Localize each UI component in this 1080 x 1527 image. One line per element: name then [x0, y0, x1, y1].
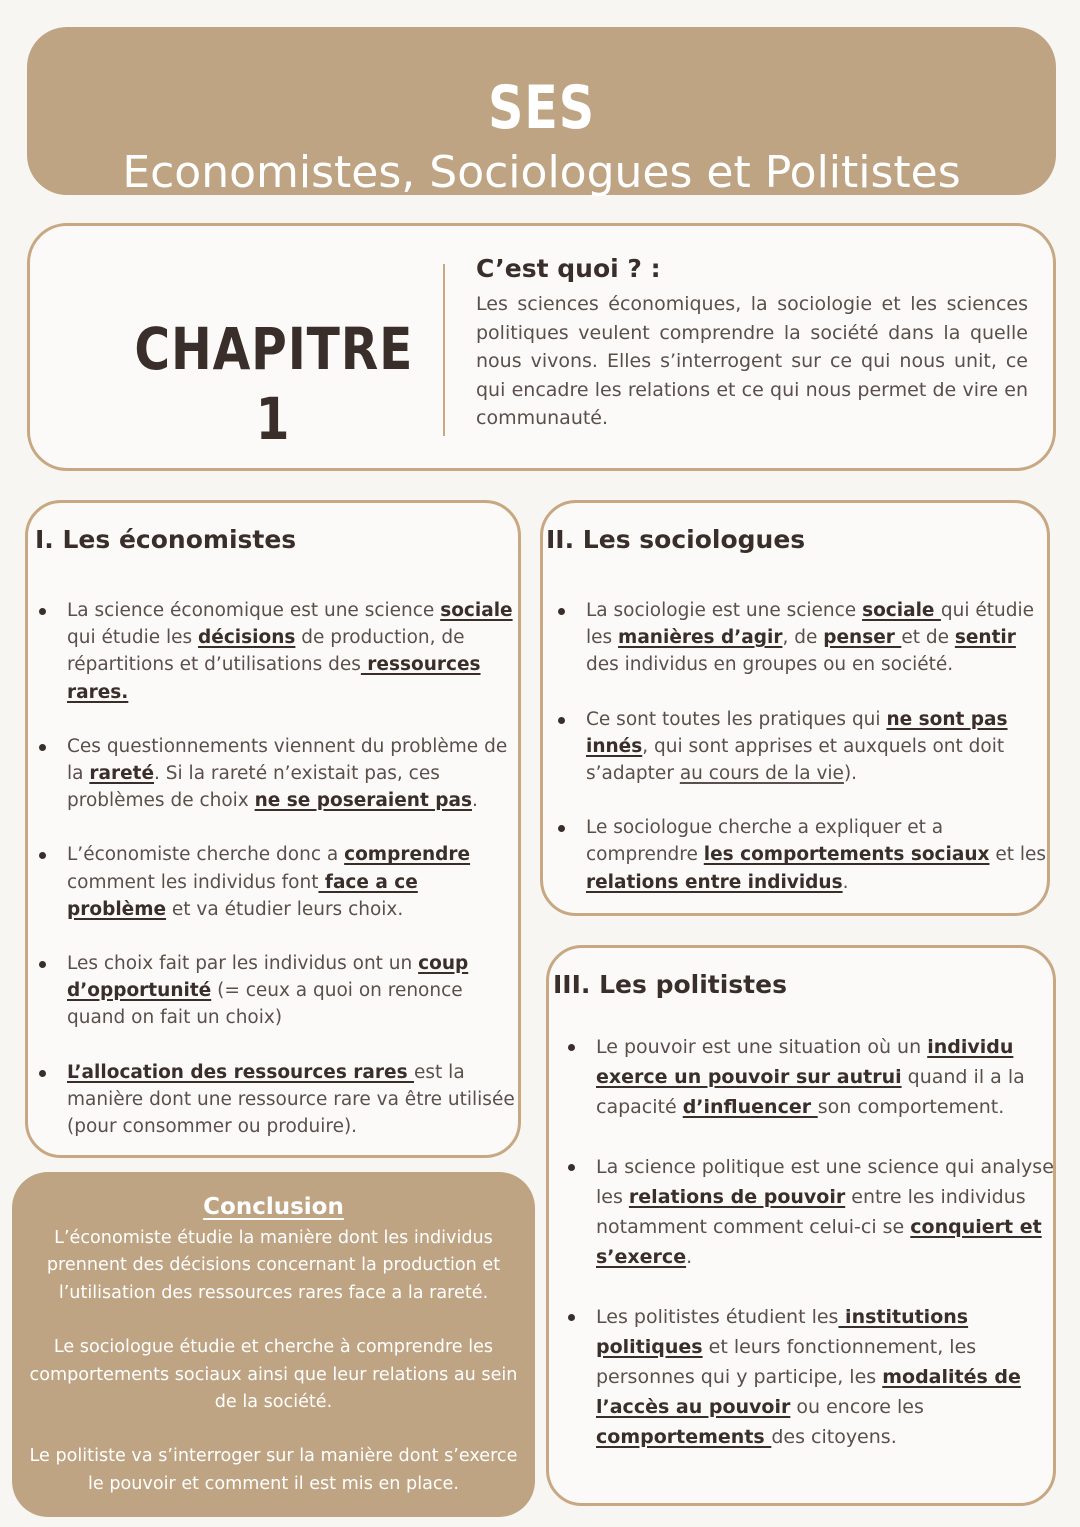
intro-paragraph: Les sciences économiques, la sociologie et les sciences politiques veulent comprendre la société dans la quelle nous vivons. Elles s’interrogent sur ce qui nous unit, ce qui encadre les relations et ce qui nous permet de vire en communauté.	[476, 293, 1028, 430]
list-item: L’économiste cherche donc a comprendre comment les individus font face a ce problème et va étudier leurs choix.	[33, 841, 523, 923]
politists-section	[546, 945, 1056, 1506]
conclusion-paragraphs	[20, 1225, 527, 1525]
economists-section	[25, 500, 521, 1158]
conclusion-title: Conclusion	[203, 1194, 344, 1220]
sociologists-heading: II. Les sociologues	[546, 525, 806, 554]
page-title: SES	[488, 73, 595, 143]
conclusion-paragraph: Le politiste va s’interroger sur la manière dont s’exerce le pouvoir et comment il est mis en place.	[29, 1446, 518, 1494]
list-item: La science politique est une science qui analyse les relations de pouvoir entre les individus notamment comment celui-ci se conquiert et s’exerce.	[562, 1152, 1054, 1272]
list-item: La sociologie est une science sociale qui étudie les manières d’agir, de penser et de sentir des individus en groupes ou en société.	[552, 597, 1047, 679]
sociologists-list	[552, 597, 1047, 923]
vertical-divider	[443, 264, 445, 436]
list-item: L’allocation des ressources rares est la manière dont une ressource rare va être utilisée (pour consommer ou produire).	[33, 1059, 523, 1141]
page-subtitle: Economistes, Sociologues et Politistes	[122, 147, 961, 198]
economists-heading: I. Les économistes	[35, 525, 297, 554]
question-heading: C’est quoi ? :	[476, 254, 661, 283]
list-item: La science économique est une science sociale qui étudie les décisions de production, de répartitions et d’utilisations des ressources rares.	[33, 597, 523, 706]
chapter-title: CHAPITRE 1	[134, 315, 414, 453]
list-item: Les politistes étudient les institutions politiques et leurs fonctionnement, les personnes qui y participe, les modalités de l’accès au pouvoir ou encore les comportements des citoyens.	[562, 1302, 1054, 1452]
title-banner	[27, 27, 1056, 198]
list-item: Les choix fait par les individus ont un coup d’opportunité (= ceux a quoi on renonce quand on fait un choix)	[33, 950, 523, 1032]
economists-list	[33, 597, 523, 1167]
conclusion-paragraph: L’économiste étudie la manière dont les individus prennent des décisions concernant la production et l’utilisation des ressources rares face a la rareté.	[46, 1228, 501, 1303]
politists-heading: III. Les politistes	[553, 970, 787, 999]
list-item: Ces questionnements viennent du problème de la rareté. Si la rareté n’existait pas, ces problèmes de choix ne se poseraient pas.	[33, 733, 523, 815]
politists-list	[562, 1032, 1054, 1482]
sociologists-section	[540, 500, 1050, 916]
conclusion-box	[12, 1172, 535, 1517]
conclusion-paragraph: Le sociologue étudie et cherche à comprendre les comportements sociaux ainsi que leur relations au sein de la société.	[29, 1337, 518, 1413]
list-item: Ce sont toutes les pratiques qui ne sont pas innés, qui sont apprises et auxquels ont doit s’adapter au cours de la vie).	[552, 706, 1047, 788]
list-item: Le sociologue cherche a expliquer et a comprendre les comportements sociaux et les relations entre individus.	[552, 814, 1047, 896]
list-item: Le pouvoir est une situation où un individu exerce un pouvoir sur autrui quand il a la capacité d’influencer son comportement.	[562, 1032, 1054, 1122]
intro-card	[27, 223, 1056, 471]
